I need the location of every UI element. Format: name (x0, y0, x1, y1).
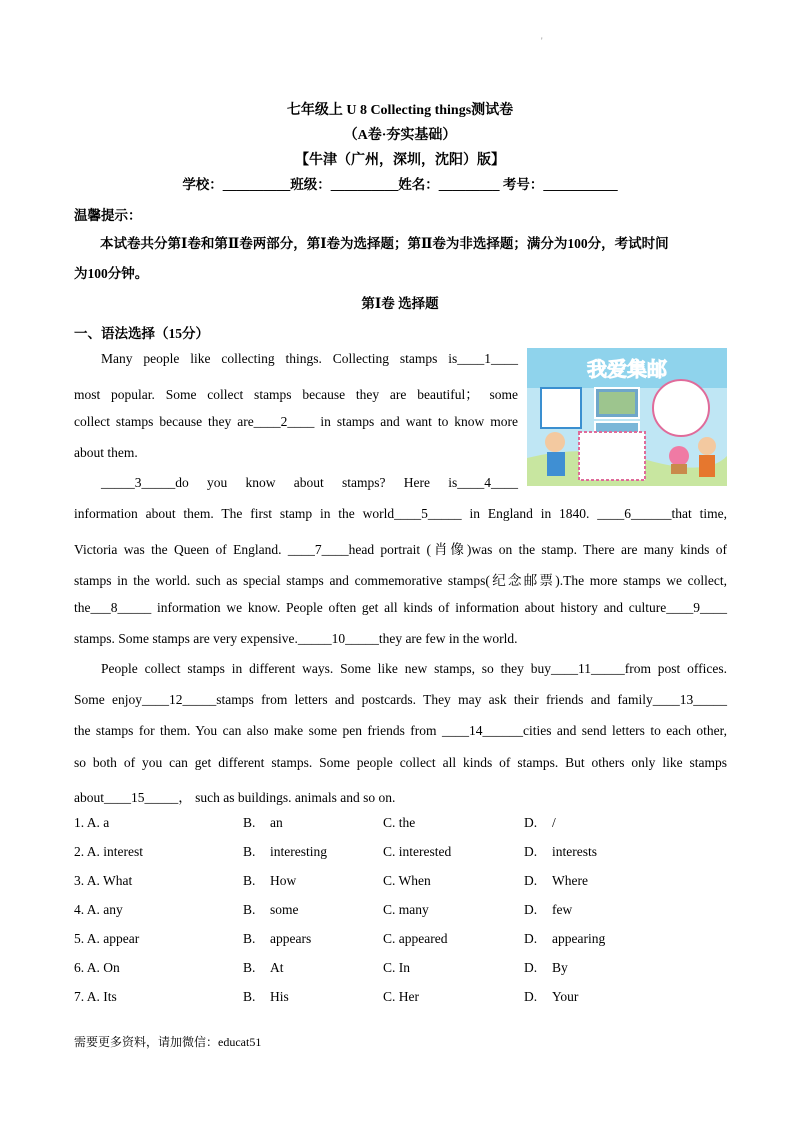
passage-line: collect stamps because they are____2____ in stamps and want to know more (74, 414, 518, 429)
tips-line-2: 为100分钟。 (74, 266, 149, 281)
option-c: C. interested (383, 844, 452, 859)
footer-contact: 需要更多资料，请加微信：educat51 (74, 1035, 262, 1049)
option-d-label: D. (524, 873, 538, 888)
passage-line: the stamps for them. You can also make some pen friends from ____14______cities and send letters to each other, (74, 723, 727, 738)
passage-line: the___8_____ information we know. People often get all kinds of information about history and culture____9____ (74, 600, 727, 615)
option-c: C. In (383, 960, 410, 975)
option-b: His (270, 989, 289, 1004)
option-b: appears (270, 931, 312, 946)
tips-line-1: 本试卷共分第Ⅰ卷和第Ⅱ卷两部分，第Ⅰ卷为选择题；第Ⅱ卷为非选择题；满分为100分，考试时间 (100, 236, 669, 251)
tips-label: 温馨提示： (74, 208, 142, 223)
student-info-line: 学校：__________班级：__________姓名：_________ 考号：___________ (182, 177, 618, 192)
option-c: C. Her (383, 989, 419, 1004)
option-b-label: B. (243, 931, 256, 946)
option-b-label: B. (243, 844, 256, 859)
passage-line: _____3_____do you know about stamps? Here is____4____ (101, 475, 518, 490)
option-c: C. the (383, 815, 416, 830)
exam-edition: 【牛津（广州，深圳，沈阳）版】 (295, 153, 505, 168)
passage-line: Victoria was the Queen of England. ____7____head portrait (肖像)was on the stamp. There are many kinds of (74, 542, 727, 557)
passage-line: information about them. The first stamp in the world____5_____ in England in 1840. ____6______that time, (74, 506, 727, 521)
option-b-label: B. (243, 873, 256, 888)
passage-line: about____15_____， such as buildings. animals and so on. (74, 790, 396, 805)
passage-line: most popular. Some collect stamps because they are beautiful； some (74, 387, 518, 402)
option-a: 7. A. Its (74, 989, 117, 1004)
option-b: At (270, 960, 284, 975)
option-a: 3. A. What (74, 873, 133, 888)
option-d-label: D. (524, 989, 538, 1004)
option-d-label: D. (524, 844, 538, 859)
exam-subtitle: （A卷·夯实基础） (343, 128, 457, 143)
option-d-label: D. (524, 902, 538, 917)
option-a: 1. A. a (74, 815, 110, 830)
passage-line: about them. (74, 445, 138, 460)
stamp-collecting-illustration (527, 348, 727, 486)
passage-line: Many people like collecting things. Collecting stamps is____1____ (101, 351, 518, 366)
passage-line: Some enjoy____12_____stamps from letters and postcards. They may ask their friends and family____13_____ (74, 692, 727, 707)
option-d: By (552, 960, 568, 975)
part-title: 一、语法选择（15分） (74, 326, 209, 341)
passage-line: People collect stamps in different ways. Some like new stamps, so they buy____11_____from post offices. (101, 661, 727, 676)
option-d: interests (552, 844, 597, 859)
option-d: few (552, 902, 573, 917)
option-d: Your (552, 989, 579, 1004)
option-d: appearing (552, 931, 606, 946)
option-a: 6. A. On (74, 960, 120, 975)
passage-line: stamps. Some stamps are very expensive._____10_____they are few in the world. (74, 631, 518, 646)
option-d: Where (552, 873, 588, 888)
option-b-label: B. (243, 815, 256, 830)
option-b: an (270, 815, 283, 830)
option-a: 2. A. interest (74, 844, 143, 859)
option-c: C. When (383, 873, 431, 888)
option-a: 4. A. any (74, 902, 123, 917)
option-b: some (270, 902, 299, 917)
option-d-label: D. (524, 931, 538, 946)
passage-line: stamps in the world. such as special stamps and commemorative stamps(纪念邮票).The more stamps we collect, (74, 573, 727, 588)
option-b-label: B. (243, 902, 256, 917)
option-b-label: B. (243, 989, 256, 1004)
option-b: interesting (270, 844, 327, 859)
option-d-label: D. (524, 815, 538, 830)
passage-line: so both of you can get different stamps. Some people collect all kinds of stamps. But others only like stamps (74, 755, 727, 770)
option-d: / (552, 815, 556, 830)
section-title: 第Ⅰ卷 选择题 (361, 296, 439, 311)
exam-title: 七年级上 U 8 Collecting things测试卷 (286, 103, 514, 118)
option-b-label: B. (243, 960, 256, 975)
option-c: C. appeared (383, 931, 448, 946)
option-c: C. many (383, 902, 429, 917)
page-mark: ' (541, 36, 543, 46)
option-d-label: D. (524, 960, 538, 975)
option-b: How (270, 873, 297, 888)
illustration-title: 我爱集邮 (587, 357, 667, 381)
option-a: 5. A. appear (74, 931, 140, 946)
